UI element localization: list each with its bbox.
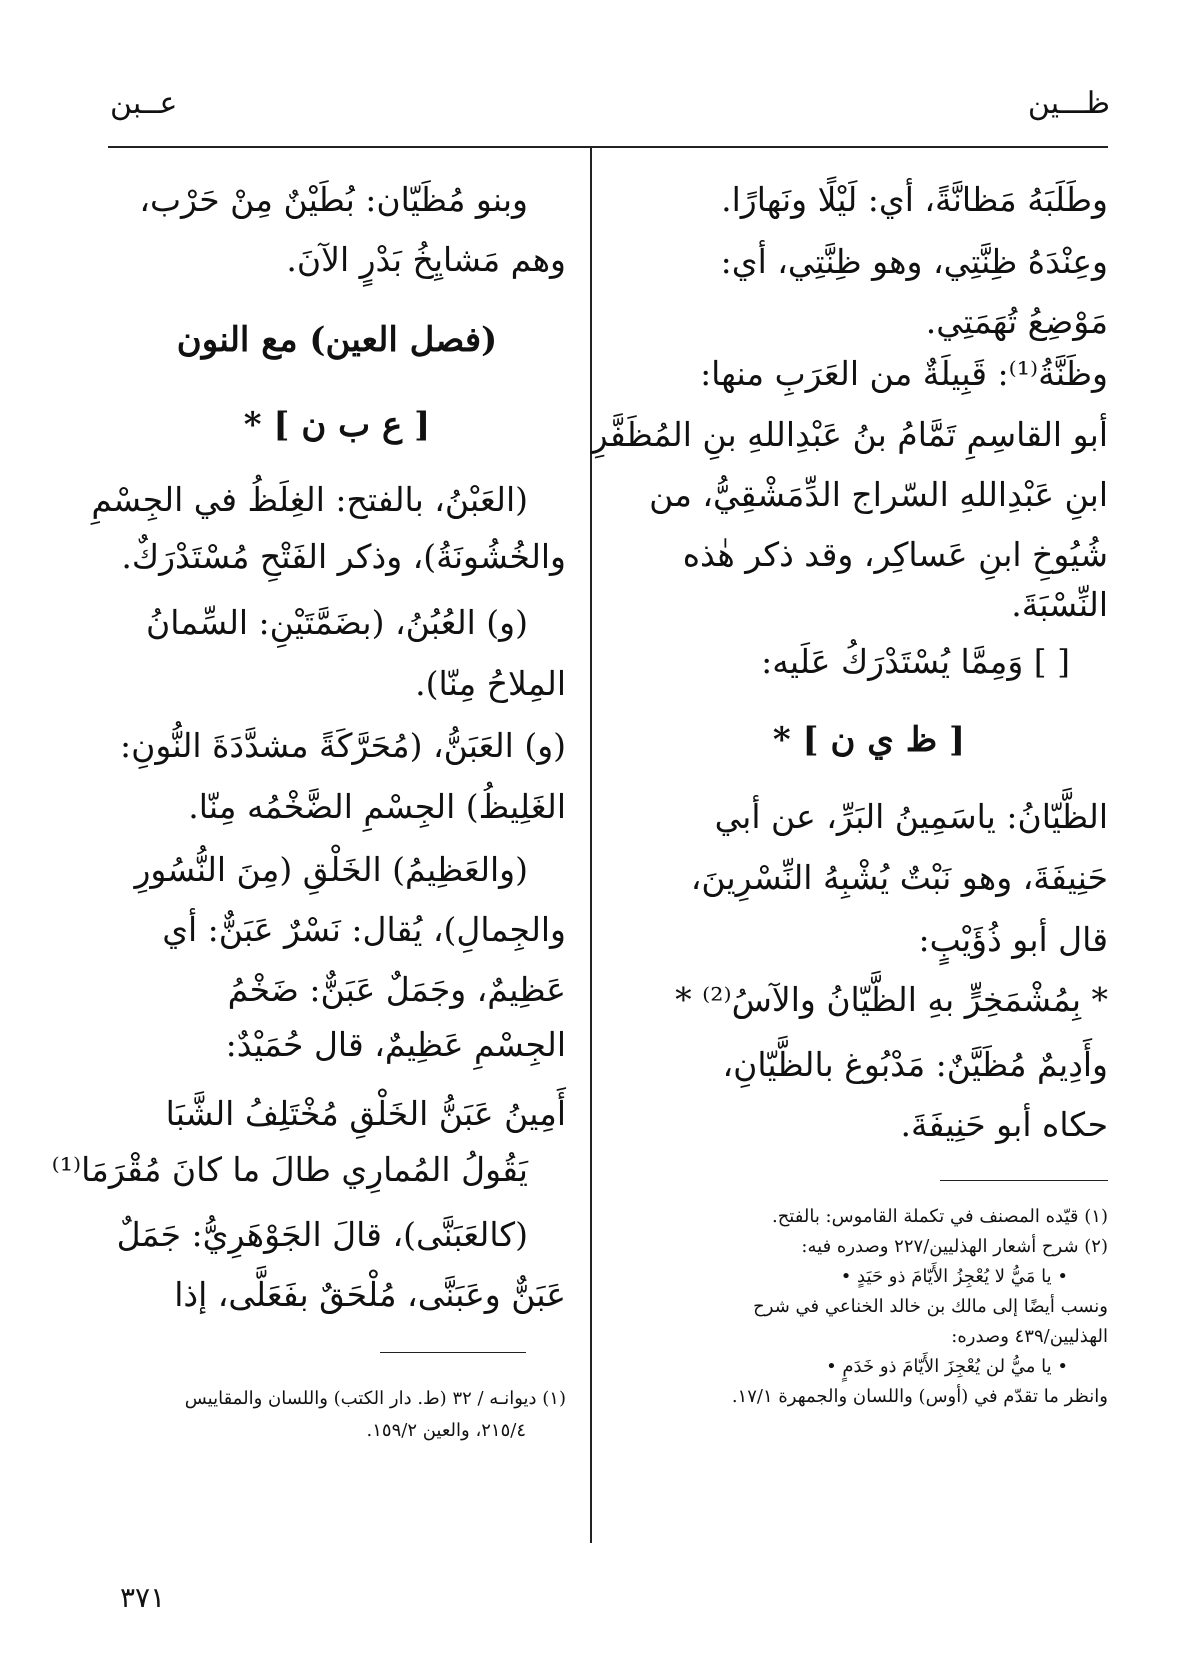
header-rule — [108, 146, 1108, 148]
left-line-10: الغَلِيظُ) الجِسْمِ الضَّخْمُه مِنّا. — [188, 787, 566, 826]
left-line-15: أَمِينُ عَبَنُّ الخَلْقِ مُخْتَلِفُ الشَّبَا — [165, 1094, 566, 1133]
right-footnote-2: (٢) شرح أشعار الهذليين/٢٢٧ وصدره فيه: — [801, 1236, 1108, 1257]
left-line-1: وبنو مُظَيّان: بُطَيْنٌ مِنْ حَرْب، — [139, 180, 528, 219]
right-footnote-6: • يا ميُّ لن يُعْجِزَ الأَيّامَ ذو خَدَمٍ • — [826, 1356, 1068, 1377]
right-footnote-4: ونسب أيضًا إلى مالك بن خالد الخناعي في شرح — [753, 1296, 1108, 1317]
right-line-12: حَنِيفَةَ، وهو نَبْتٌ يُشْبِهُ النِّسْرِينَ، — [690, 858, 1108, 897]
column-divider — [590, 148, 592, 1543]
right-footnote-3: • يا مَيُّ لا يُعْجِزُ الأَيّامَ ذو حَيَدٍ • — [840, 1266, 1068, 1287]
left-line-5: (العَبْنُ، بالفتح: الغِلَظُ في الجِسْمِ — [91, 480, 528, 519]
right-footnote-7: وانظر ما تقدّم في (أوس) واللسان والجمهرة ١٧/١. — [731, 1386, 1108, 1407]
entry-heading-zyn: [ ظ ي ن ] * — [772, 720, 966, 760]
left-footnote-rule — [380, 1352, 526, 1353]
right-line-7: شُيُوخِ ابنِ عَساكِر، وقد ذكر هٰذه — [682, 535, 1108, 574]
left-line-6: والخُشُونَةُ)، وذكر الفَتْحِ مُسْتَدْرَكٌ. — [121, 537, 566, 576]
left-line-17: (كالعَبَنَّى)، قالَ الجَوْهَرِيُّ: جَمَلٌ — [116, 1215, 528, 1254]
right-line-1: وطَلَبَهُ مَظانَّةً، أي: لَيْلًا ونَهارًا. — [721, 180, 1108, 219]
right-line-16: حكاه أبو حَنِيفَةَ. — [900, 1105, 1108, 1144]
right-footnote-5: الهذليين/٤٣٩ وصدره: — [951, 1326, 1108, 1347]
left-line-16: يَقُولُ المُمارِي طالَ ما كانَ مُقْرَمَا⁽¹⁾ — [51, 1150, 528, 1189]
entry-heading-abn: [ ع ب ن ] * — [243, 405, 431, 445]
left-line-14: الجِسْمِ عَظِيمٌ، قال حُمَيْدٌ: — [225, 1025, 566, 1064]
right-line-11: الظَّيّانُ: ياسَمِينُ البَرِّ، عن أبي — [714, 797, 1108, 836]
right-line-2: وعِنْدَهُ ظِنَّتِي، وهو ظِنَّتِي، أي: — [720, 242, 1108, 281]
left-line-12: والجِمالِ)، يُقال: نَسْرٌ عَبَنٌّ: أي — [162, 910, 566, 949]
right-line-6: ابنِ عَبْدِاللهِ السّراج الدِّمَشْقِيُّ، من — [649, 475, 1108, 514]
left-line-7: (و) العُبُنُ، (بضَمَّتَيْنِ: السِّمانُ — [146, 603, 528, 642]
right-line-9: [ ] وَمِمَّا يُسْتَدْرَكُ عَلَيه: — [761, 642, 1070, 681]
section-heading-ayn: (فصل العين) مع النون — [176, 320, 498, 360]
running-header-right: ظـــين — [1027, 86, 1110, 121]
left-footnote-1: (١) ديوانـه / ٣٢ (ط. دار الكتب) واللسان والمقاييس — [184, 1388, 566, 1409]
right-line-14: * بِمُشْمَخِرٍّ بهِ الظَّيّانُ والآسُ⁽²⁾ * — [675, 980, 1108, 1019]
page-number: ٣٧١ — [120, 1581, 166, 1614]
running-header-left: عــبن — [110, 86, 178, 121]
right-line-13: قال أبو ذُؤَيْبٍ: — [918, 920, 1108, 959]
right-line-3: مَوْضِعُ تُهَمَتِي. — [925, 302, 1108, 341]
right-line-5: أبو القاسِمِ تَمَّامُ بنُ عَبْدِاللهِ بنِ المُظَفَّرِ — [591, 415, 1108, 454]
right-line-4: وظَنَّةُ⁽¹⁾: قَبِيلَةٌ من العَرَبِ منها: — [700, 354, 1108, 393]
left-line-11: (والعَظِيمُ) الخَلْقِ (مِنَ النُّسُورِ — [134, 850, 528, 889]
right-footnote-rule — [940, 1180, 1108, 1181]
left-footnote-2: ٢١٥/٤، والعين ١٥٩/٢. — [366, 1420, 526, 1441]
left-line-18: عَبَنٌّ وعَبَنَّى، مُلْحَقٌ بفَعَلَّى، إذا — [174, 1275, 566, 1314]
left-line-9: (و) العَبَنُّ، (مُحَرَّكَةً مشدَّدَةَ النُّونِ: — [120, 726, 566, 765]
right-line-8: النِّسْبَةَ. — [1011, 585, 1108, 624]
left-line-13: عَظِيمٌ، وجَمَلٌ عَبَنٌّ: ضَخْمُ — [227, 970, 566, 1009]
right-footnote-1: (١) قيّده المصنف في تكملة القاموس: بالفتح. — [771, 1206, 1108, 1227]
left-line-8: المِلاحُ مِنّا). — [415, 664, 566, 703]
left-line-2: وهم مَشايِخُ بَدْرٍ الآنَ. — [286, 240, 566, 279]
right-line-15: وأَدِيمٌ مُظَيَّنٌ: مَدْبُوغ بالظَّيّانِ، — [722, 1045, 1108, 1084]
